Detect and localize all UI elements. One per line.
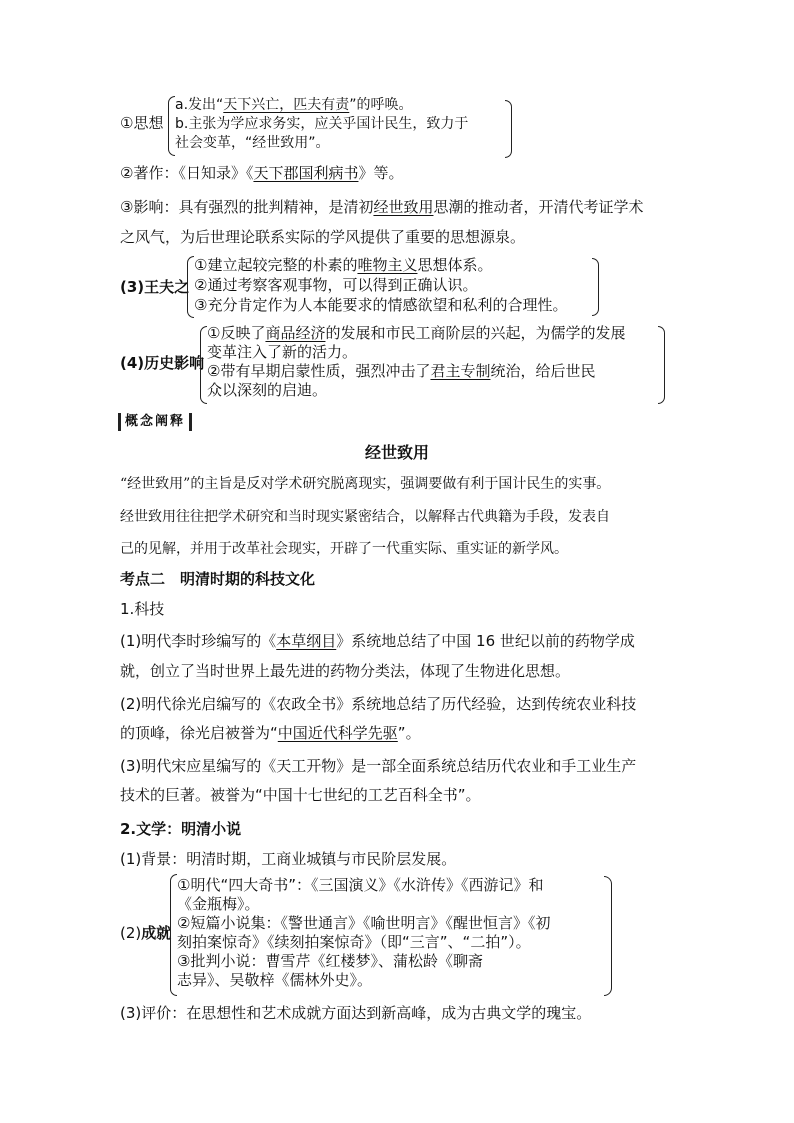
historical-impact-label: (4)历史影响 xyxy=(120,354,205,372)
hist-item-2: ②带有早期启蒙性质，强烈冲击了君主专制统治，给后世民 xyxy=(207,362,596,380)
brace-left xyxy=(200,326,207,404)
brace-left xyxy=(168,96,175,156)
sci-p2-line-2: 的顶峰，徐光启被誉为“中国近代科学先驱”。 xyxy=(120,724,421,742)
achievement-item-3-cont: 志异》、吴敬梓《儒林外史》。 xyxy=(177,971,373,989)
concept-title: 经世致用 xyxy=(364,443,429,462)
brace-left xyxy=(170,874,177,996)
influence-line-1: ③影响：具有强烈的批判精神，是清初经世致用思潮的推动者，开清代考证学术 xyxy=(120,198,644,216)
lit-evaluation: (3)评价：在思想性和艺术成就方面达到新高峰，成为古典文学的瑰宝。 xyxy=(120,1004,592,1022)
sci-p1-line-1: (1)明代李时珍编写的《本草纲目》系统地总结了中国 16 世纪以前的药物学成 xyxy=(120,632,635,650)
concept-para-line-3: 己的见解，并用于改革社会现实，开辟了一代重实际、重实证的新学风。 xyxy=(120,541,568,557)
hist-item-1: ①反映了商品经济的发展和市民工商阶层的兴起，为儒学的发展 xyxy=(207,324,626,342)
brace-left xyxy=(187,256,194,318)
brace-right xyxy=(604,876,612,996)
thought-item-b-cont: 社会变革，“经世致用”。 xyxy=(175,135,330,151)
hist-item-2-cont: 众以深刻的启迪。 xyxy=(207,381,328,399)
achievement-item-1-cont: 《金瓶梅》。 xyxy=(177,895,260,913)
concept-para-line-1: “经世致用”的主旨是反对学术研究脱离现实，强调要做有利于国计民生的实事。 xyxy=(120,476,611,492)
sci-p3-line-2: 技术的巨著。被誉为“中国十七世纪的工艺百科全书”。 xyxy=(120,786,481,804)
sci-p1-line-2: 就，创立了当时世界上最先进的药物分类法，体现了生物进化思想。 xyxy=(120,662,571,680)
sci-p2-line-1: (2)明代徐光启编写的《农政全书》系统地总结了历代经验，达到传统农业科技 xyxy=(120,695,637,713)
thought-item-b: b.主张为学应求务实，应关乎国计民生，致力于 xyxy=(175,116,469,132)
wang-item-3: ③充分肯定作为人本能要求的情感欲望和私利的合理性。 xyxy=(194,296,568,314)
works-line: ②著作：《日知录》《天下郡国利病书》等。 xyxy=(120,164,404,182)
thought-label: ①思想 xyxy=(120,114,164,132)
concept-tag: 概念阐释 xyxy=(118,413,192,431)
lit-background: (1)背景：明清时期，工商业城镇与市民阶层发展。 xyxy=(120,850,457,868)
influence-line-2: 之风气，为后世理论联系实际的学风提供了重要的思想源泉。 xyxy=(120,228,526,246)
section-kp2-title: 考点二 明清时期的科技文化 xyxy=(120,570,316,588)
lit-heading: 2.文学：明清小说 xyxy=(120,820,242,838)
achievement-item-2-cont: 刻拍案惊奇》《续刻拍案惊奇》（即“三言”、“二拍”）。 xyxy=(177,933,531,951)
achievement-item-3: ③批判小说：曹雪芹《红楼梦》、蒲松龄《聊斋 xyxy=(177,952,483,970)
brace-right xyxy=(658,326,665,404)
wang-item-2: ②通过考察客观事物，可以得到正确认识。 xyxy=(194,276,478,294)
concept-para-line-2: 经世致用往往把学术研究和当时现实紧密结合，以解释古代典籍为手段，发表自 xyxy=(120,509,610,525)
hist-item-1-cont: 变革注入了新的活力。 xyxy=(207,343,358,361)
wang-fuzhi-label: (3)王夫之 xyxy=(120,278,190,296)
achievement-label: (2)成就 xyxy=(120,924,172,942)
wang-item-1: ①建立起较完整的朴素的唯物主义思想体系。 xyxy=(194,256,493,274)
achievement-item-2: ②短篇小说集：《警世通言》《喻世明言》《醒世恒言》《初 xyxy=(177,914,551,932)
thought-item-a: a.发出“天下兴亡，匹夫有责”的呼唤。 xyxy=(175,97,413,113)
brace-right xyxy=(505,100,512,158)
brace-right xyxy=(592,258,599,316)
sci-p3-line-1: (3)明代宋应星编写的《天工开物》是一部全面系统总结历代农业和手工业生产 xyxy=(120,757,637,775)
sci-heading: 1.科技 xyxy=(120,600,165,618)
achievement-item-1: ①明代“四大奇书”：《三国演义》《水浒传》《西游记》和 xyxy=(177,876,544,894)
